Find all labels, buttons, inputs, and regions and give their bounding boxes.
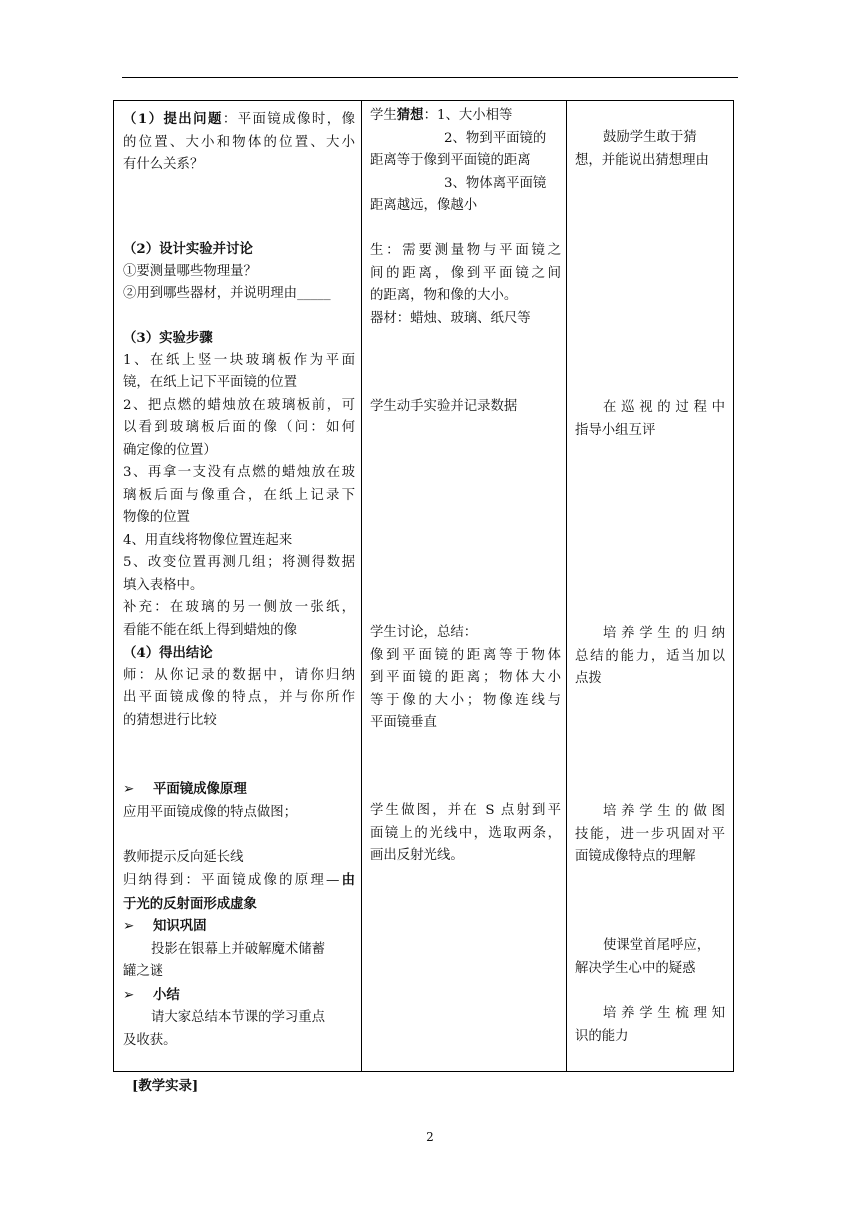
consolidate-text: 投影在银幕上并破解魔术储蓄 [151, 941, 326, 957]
guess-text: 距离越远，像越小 [370, 198, 478, 213]
step-text: 5、改变位置再测几组；将测得数据 [123, 555, 355, 570]
drawing-text: 面镜上的光线中，选取两条， [370, 825, 561, 841]
conclusion-text: 的猜想进行比较 [123, 712, 217, 728]
steps-label: （3）实验步骤 [123, 330, 213, 346]
question-label: （1）提出问题 [123, 111, 223, 127]
principle-text: 教师提示反向延长线 [123, 849, 244, 865]
design-block [123, 238, 355, 306]
step-text: 3、再拿一支没有点燃的蜡烛放在玻 [123, 465, 355, 480]
arrow-bullet-icon: ➢ [123, 987, 135, 1003]
question-text: ：平面镜成像时，像 [222, 112, 355, 127]
design-intent-column [567, 101, 734, 1072]
intent-tour: 在巡视的过程中 指导小组互评 [575, 400, 725, 438]
discussion-text: 像到平面镜的距离等于物体 [370, 647, 561, 663]
guess-block: 学生猜想：1、大小相等 2、物到平面镜的 距离等于像到平面镜的距离 3、物体离平面镜 距离越远，像越小 [370, 104, 561, 218]
question-block [123, 108, 355, 177]
conclusion-label: （4）得出结论 [123, 645, 213, 661]
consolidate-heading: ➢ 知识巩固 [123, 915, 355, 939]
consolidate-text: 罐之谜 [123, 964, 164, 979]
design-answer-text: 间的距离，像到平面镜之间 [370, 265, 561, 281]
design-answer-text: 的距离，物和像的大小。 [370, 288, 518, 303]
principle-text: 归纳得到：平面镜成像的原理— [123, 873, 340, 888]
principle-text: 应用平面镜成像的特点做图； [123, 804, 298, 820]
arrow-bullet-icon: ➢ [123, 782, 135, 797]
experiment-block [370, 396, 561, 419]
step-text: 填入表格中。 [123, 577, 204, 593]
step-text: 璃板后面与像重合，在纸上记录下 [123, 487, 355, 503]
design-answer-text: 生：需要测量物与平面镜之 [370, 243, 561, 258]
intent-echo: 使课堂首尾呼应， 解决学生心中的疑惑 [575, 938, 711, 976]
intent-sort: 培养学生梳理知 识的能力 [575, 1006, 725, 1044]
question-text: 有什么关系？ [123, 157, 204, 172]
design-answer-block [370, 240, 561, 330]
guess-text: 3、物体离平面镜 [444, 175, 547, 191]
discussion-text: 学生讨论，总结： [370, 625, 478, 640]
discussion-text: 到平面镜的距离；物体大小 [370, 670, 561, 685]
step-text: 4、用直线将物像位置连起来 [123, 532, 293, 548]
design-label: （2）设计实验并讨论 [123, 241, 253, 257]
arrow-bullet-icon: ➢ [123, 919, 135, 934]
principle-block: ➢ 平面镜成像原理 应用平面镜成像的特点做图； 教师提示反向延长线 归纳得到：平面镜成像的原理—由 于光的反射面形成虚象 ➢ 知识巩固 投影在银幕上并破解魔术储蓄 罐之谜 ➢ 小结 请大家总结本节课的学习重点 及收获。 [123, 778, 355, 1052]
drawing-text: 画出反射光线。 [370, 848, 464, 863]
design-text: ①要测量哪些物理量？ [123, 263, 257, 279]
intent-guess: 鼓励学生敢于猜 想，并能说出猜想理由 [575, 130, 709, 168]
guess-text: 学生 [370, 108, 397, 123]
drawing-text: 学生做图，并在 S 点射到平 [370, 803, 561, 818]
step-text: 以看到玻璃板后面的像（问：如何 [123, 420, 355, 435]
discussion-text: 平面镜垂直 [370, 715, 437, 730]
discussion-text: 等于像的大小；物像连线与 [370, 692, 561, 708]
page-number: 2 [426, 1130, 434, 1144]
guess-text: 2、物到平面镜的 [444, 130, 547, 146]
step-text: 1、在纸上竖一块玻璃板作为平面 [123, 352, 355, 368]
lesson-plan-table [113, 100, 734, 1072]
supplement-text: 看能不能在纸上得到蜡烛的像 [123, 622, 298, 638]
student-activity-column [362, 101, 567, 1072]
drawing-block [370, 800, 561, 868]
discussion-block [370, 622, 561, 735]
design-text: ②用到哪些器材，并说明理由_____ [123, 286, 331, 301]
summary-heading: ➢ 小结 [123, 984, 355, 1008]
header-rule [122, 77, 738, 78]
principle-text: 于光的反射面形成虚象 [123, 895, 257, 912]
summary-text: 及收获。 [123, 1032, 177, 1048]
question-text: 的位置、大小和物体的位置、大小 [123, 134, 355, 150]
step-text: 镜，在纸上记下平面镜的位置 [123, 375, 298, 390]
conclusion-text: 师：从你记录的数据中，请你归纳 [123, 667, 355, 683]
step-text: 确定像的位置） [123, 442, 217, 458]
steps-block [123, 327, 355, 732]
summary-text: 请大家总结本节课的学习重点 [151, 1010, 326, 1025]
experiment-text: 学生动手实验并记录数据 [370, 399, 518, 414]
teacher-activity-column [114, 101, 362, 1072]
principle-heading: ➢ 平面镜成像原理 [123, 778, 355, 802]
supplement-text: 补充：在玻璃的另一侧放一张纸， [123, 600, 355, 615]
intent-induce: 培养学生的归纳 总结的能力，适当加以 点拨 [575, 626, 725, 686]
step-text: 2、把点燃的蜡烛放在玻璃板前，可 [123, 397, 355, 413]
step-text: 物像的位置 [123, 510, 190, 525]
conclusion-text: 出平面镜成像的特点，并与你所作 [123, 690, 355, 705]
table-row [114, 101, 734, 1072]
design-answer-text: 器材：蜡烛、玻璃、纸尺等 [370, 310, 531, 326]
teaching-record-label: [教学实录] [132, 1078, 199, 1094]
intent-drawing: 培养学生的做图 技能，进一步巩固对平 面镜成像特点的理解 [575, 804, 725, 864]
guess-text: 距离等于像到平面镜的距离 [370, 153, 531, 168]
